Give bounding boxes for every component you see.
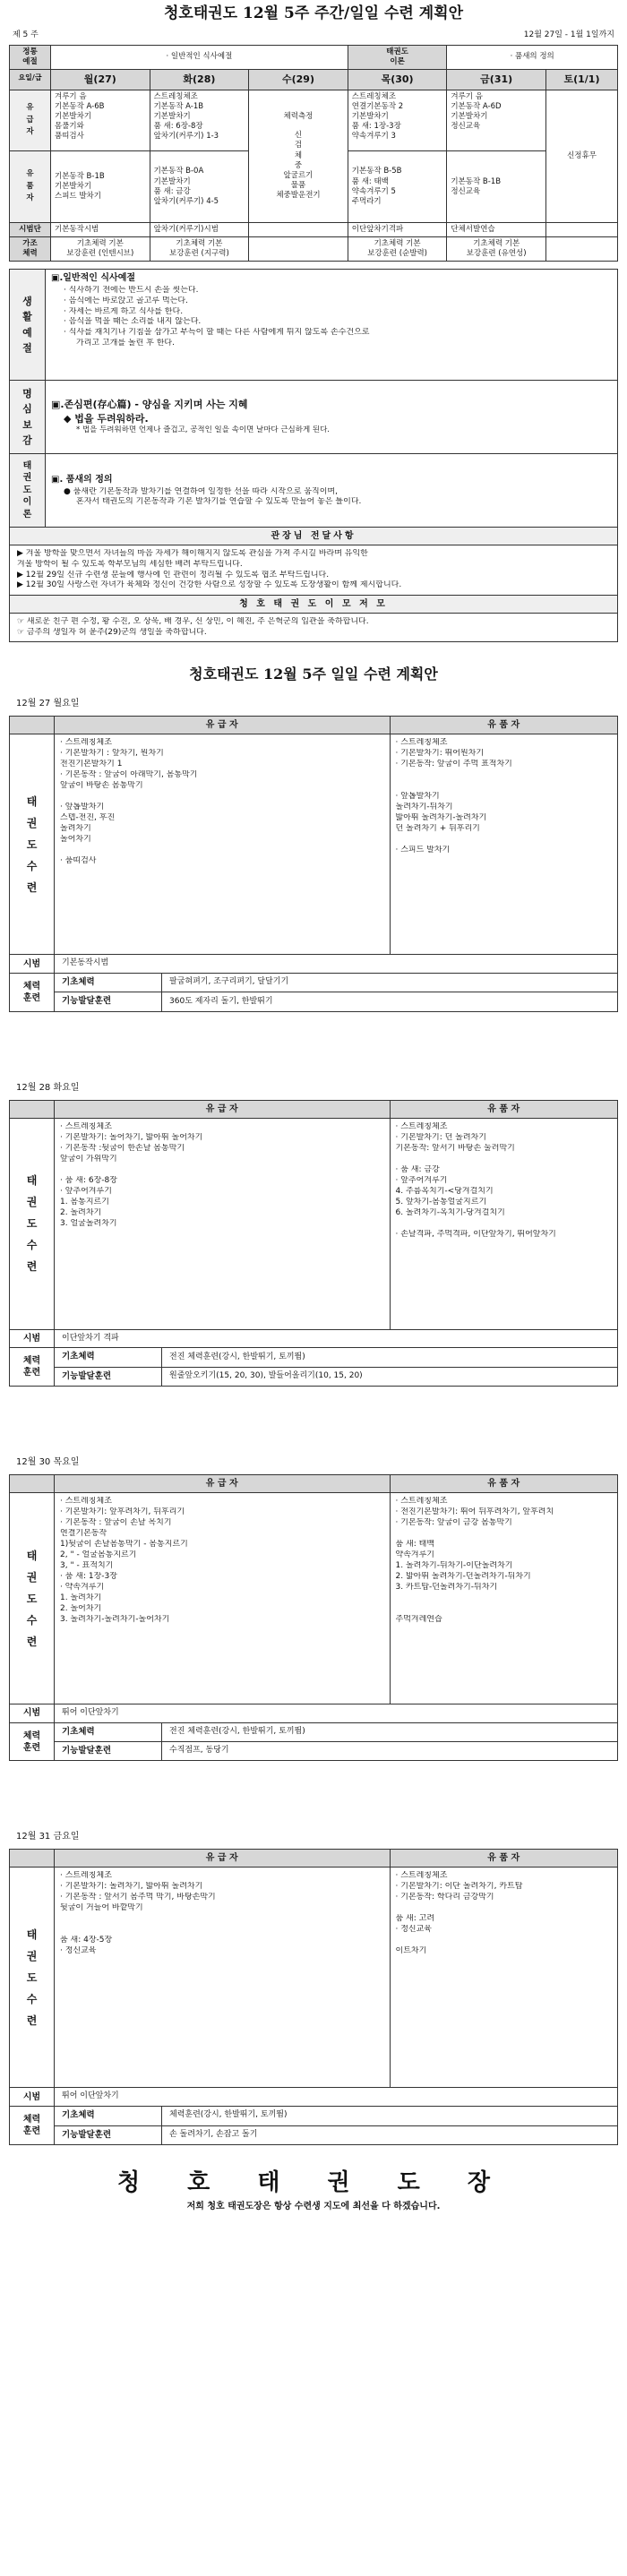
yugeup-thu: 스트레칭체조 연결기본동작 2 기본발차기 품 새: 1장-3장 약속겨루기 3: [348, 90, 447, 151]
yudan-plan: · 스트레칭체조 · 전진기본발차기: 뛰어 뒤후려차기, 앞후려치 · 기본동작: 앞굽이 금강 몸통막기 품 새: 태백 약속겨루기 1. 돌려차기-뒤차기-이단돌려차기 2. 밟아뛰 돌려차기-던돌려차기-뒤차기 3. 카트탑-던돌려차기-뒤차기 주먹겨레연습: [390, 1493, 618, 1704]
manner-label: 정통 예절: [10, 45, 51, 69]
fitness-label: 체력 훈련: [10, 974, 55, 1012]
yugeup-plan: · 스트레칭체조 · 기본발차기: 돌어차기, 밟아뛰 돌어차기 · 기본동작 :뒷굽이 한손날 몸통막기 앞굽이 가위막기 · 품 새: 6장-8장 · 앞추어겨루기 1. 몸통지르기 2. 돌려차기 3. 얼굴돌려차기: [55, 1118, 391, 1329]
yugeup-label: 유 급 자: [10, 90, 51, 151]
daily-date-mon: 12월 27 월요일: [16, 699, 80, 709]
level-yugeup: 유 급 자: [55, 717, 391, 734]
yugeup-plan: · 스트레칭체조 · 기본발차기: 앞후려차기, 뒤후리기 · 기본동작 : 앞굽이 손날 목치기 연결기본동작 1)뒷굽이 손날몸통막기 - 몸통지르기 2, " - 얼굴몸통지르기 3, " - 표적치기 · 품 새: 1장-3장 · 약속겨루기 1. 돌려차기 2. 돌어차기 3. 돌려차기-돌려차기-돌어차기: [55, 1493, 391, 1704]
fitness-b-value: 360도 제자리 돌기, 한발뛰기: [162, 992, 618, 1011]
yudan-label: 유 품 자: [10, 151, 51, 223]
daily-plan-mon: [9, 716, 618, 1011]
yugeup-plan: · 스트레칭체조 · 기본발차기 : 앞차기, 원차기 전진기본발차기 1 · 기본동작 : 앞굽이 아래막기, 몸통막기 앞굽이 바탕손 몸통막기 · 앞톱발차기 스텝-전진, 후진 돌려차기 돌어차기 · 품띠검사: [55, 734, 391, 955]
news: ☞ 새로운 친구 편 수정, 황 수진, 오 상욱, 배 경우, 신 상민, 이 혜진, 주 은혁군의 입관을 축하합니다. ☞ 금주의 생일자 허 윤주(29)군의 생일을 축하합니다.: [9, 614, 618, 642]
siyeon-value: 기본동작시범: [55, 955, 618, 974]
date-range: 12월 27일 - 1월 1일까지: [523, 30, 614, 39]
siyeon-wed: [249, 223, 348, 237]
daily-date-tue: 12월 28 화요일: [16, 1082, 80, 1093]
training-label: 태 권 도 수 련: [10, 1868, 55, 2088]
siyeon-sat: [545, 223, 617, 237]
week-info: [9, 30, 618, 45]
training-label: 태 권 도 수 련: [10, 1493, 55, 1704]
fitness-a-label: 기초체력: [55, 2107, 162, 2125]
siyeon-fri: 단체서발연습: [447, 223, 546, 237]
fitness-b-label: 기능발달훈련: [55, 1742, 162, 1761]
gyeoru-sat: [545, 237, 617, 262]
wed-merged: 체력측정 신 검 체 중 앞굴르기 물품 체중발운전기: [249, 90, 348, 223]
fitness-a-value: 팔굽혀펴기, 조구리펴기, 달달기기: [162, 974, 618, 992]
manner-value: · 일반적인 식사예절: [51, 45, 348, 69]
fitness-a-label: 기초체력: [55, 1348, 162, 1367]
fitness-b-label: 기능발달훈련: [55, 1367, 162, 1386]
siyeon-label: 시범: [10, 955, 55, 974]
yugeup-tue: 스트레칭체조 기본동작 A-1B 기본발차기 품 새: 6장-8장 앞차기(커루기) 1-3: [150, 90, 249, 151]
yugeup-mon: 겨루기 음 기본동작 A-6B 기본발차기 몸풀기와 품띠검사: [51, 90, 150, 151]
siyeon-value: 뛰어 이단앞차기: [55, 2088, 618, 2107]
fitness-b-value: 원줄앞오키기(15, 20, 30), 발들어올리기(10, 15, 20): [162, 1367, 618, 1386]
daily-plan-title: 청호태권도 12월 5주 일일 수련 계획안: [189, 665, 438, 683]
fitness-b-label: 기능발달훈련: [55, 992, 162, 1011]
day-mon: 월(27): [51, 69, 150, 90]
day-thu: 목(30): [348, 69, 447, 90]
footer-title: 청 호 태 권 도 장: [117, 2168, 510, 2196]
yudan-plan: · 스트레칭체조 · 기본발차기: 던 돌려차기 기본동작: 앞서기 바탕손 눌러막기 · 품 새: 금강 · 앞추어겨루기 4. 주름옥치기-<당겨걸치기 5. 앞차기-몸통얼굴지르기 6. 돌려차기-옥치기-당겨걸치기 · 손날격파, 주먹격파, 이단앞차기, 뛰어앞차기: [390, 1118, 618, 1329]
siyeon-label: 시범: [10, 2088, 55, 2107]
training-label: 태 권 도 수 련: [10, 1118, 55, 1329]
level-yugeup: 유 급 자: [55, 1475, 391, 1493]
siyeon-mon: 기본동작시범: [51, 223, 150, 237]
level-yudan: 유 품 자: [390, 1850, 618, 1868]
yugeup-fri: 겨루기 음 기본동작 A-6D 기본발차기 정신교육: [447, 90, 546, 151]
fitness-a-value: 전진 체력훈련(강시, 한발뛰기, 토끼뜀): [162, 1348, 618, 1367]
yugeup-plan: · 스트레칭체조 · 기본발차기: 돌려차기, 밟아뛰 돌려차기 · 기본동작 : 앞서기 몸주먹 막기, 바탕손막기 뒷굽이 거들어 바깥막기 품 새: 4장-5장 · 정신교육: [55, 1868, 391, 2088]
yudan-fri: 기본동작 B-1B 정신교육: [447, 151, 546, 223]
taekwon-theory-label: 태권도 이론: [348, 45, 447, 69]
fitness-b-value: 수직점프, 동당기: [162, 1742, 618, 1761]
fitness-label: 체력 훈련: [10, 1722, 55, 1761]
day-fri: 금(31): [447, 69, 546, 90]
level-yudan: 유 품 자: [390, 1100, 618, 1118]
gyeoru-tue: 기초체력 기본 보강훈련 (지구력): [150, 237, 249, 262]
fitness-a-value: 체력훈련(강시, 한발뛰기, 토끼뜀): [162, 2107, 618, 2125]
yudan-plan: · 스트레칭체조 · 기본발차기: 뛰어원차기 · 기본동작: 앞굽이 주먹 표적차기 · 앞톱발차기 돌려차기-뒤차기 밟아뛰 돌려차기-돌려차기 던 돌려차기 + 뒤후리기 · 스피드 발차기: [390, 734, 618, 955]
day-sat: 토(1/1): [545, 69, 617, 90]
sat-merged: 신정휴무: [545, 90, 617, 223]
siyeon-thu: 이단앞차기격파: [348, 223, 447, 237]
daily-plan-fri: [9, 1849, 618, 2144]
week-label: 제 5 주: [13, 30, 39, 39]
level-yugeup: 유 급 자: [55, 1100, 391, 1118]
gyeoru-fri: 기초체력 기본 보강훈련 (유연성): [447, 237, 546, 262]
theory-label: 태 권 도 이 론: [10, 454, 46, 528]
siyeon-label: 시범단: [10, 223, 51, 237]
fitness-label: 체력 훈련: [10, 1348, 55, 1387]
education-table: [9, 269, 618, 528]
level-yudan: 유 품 자: [390, 717, 618, 734]
fitness-a-value: 전진 체력훈련(강시, 한발뛰기, 토끼뜀): [162, 1722, 618, 1741]
page-title: 청호태권도 12월 5주 주간/일일 수련 계획안: [163, 4, 464, 22]
yudan-thu: 기본동작 B-5B 품 새: 태백 약속겨루기 5 주먹라기: [348, 151, 447, 223]
level-yugeup: 유 급 자: [55, 1850, 391, 1868]
theory-content: ▣. 품새의 정의 ● 품새란 기본동작과 발차기를 연결하여 일정한 선을 따라 시작으로 움직이며, 혼자서 태권도의 기본동작과 기본 발차기를 연습할 수 있도록 만들어 놓은 틀이다.: [46, 454, 618, 528]
gyeoru-label: 가조 체력: [10, 237, 51, 262]
fitness-a-label: 기초체력: [55, 1722, 162, 1741]
taekwon-theory-value: · 품새의 정의: [447, 45, 618, 69]
fitness-a-label: 기초체력: [55, 974, 162, 992]
yudan-tue: 기본동작 B-0A 기본발차기 품 새: 금강 앞차기(커루기) 4-5: [150, 151, 249, 223]
director-notice-banner: 관장님 전달사항: [9, 528, 618, 545]
manners-content: ▣.일반적인 식사예절 · 식사하기 전에는 반드시 손을 씻는다. · 음식에는 바로앉고 골고루 먹는다. · 자세는 바르게 하고 식사를 한다. · 음식을 먹을 때는 소리를 내지 않는다. · 식사를 재치기나 기침을 삼가고 부득이 할 때는 다른 사람에게 튀지 않도록 손수건으로 가리고 고개를 돌린 후 한다.: [46, 270, 618, 381]
siyeon-label: 시범: [10, 1329, 55, 1348]
daily-date-thu: 12월 30 목요일: [16, 1457, 80, 1468]
daily-plan-tue: [9, 1100, 618, 1387]
gyeoru-wed: [249, 237, 348, 262]
siyeon-tue: 앞차기(커루기)시범: [150, 223, 249, 237]
news-banner: 청 호 태 권 도 이 모 저 모: [9, 596, 618, 614]
yudan-plan: · 스트레칭체조 · 기본발차기: 이단 돌려차기, 카트탑 · 기본동작: 학다리 금강막기 품 새: 고려 · 정신교육 이트차기: [390, 1868, 618, 2088]
mind-content: ▣.존심편(存心篇) - 양심을 지키며 사는 지혜 ◆ 법을 두려워하라. * 법을 두려워하면 언제나 즐겁고, 공적인 일을 속이면 날마다 근심하게 된다.: [46, 381, 618, 454]
siyeon-value: 이단앞차기 격파: [55, 1329, 618, 1348]
daily-plan-thu: [9, 1474, 618, 1761]
gyeoru-thu: 기초체력 기본 보강훈련 (순발력): [348, 237, 447, 262]
fitness-b-label: 기능발달훈련: [55, 2125, 162, 2144]
mind-label: 명 심 보 감: [10, 381, 46, 454]
weekday-corner: 요일/급: [10, 69, 51, 90]
manners-label: 생 활 예 절: [10, 270, 46, 381]
level-yudan: 유 품 자: [390, 1475, 618, 1493]
weekly-plan-table: [9, 45, 618, 262]
daily-date-fri: 12월 31 금요일: [16, 1832, 80, 1842]
footer-subtitle: 저희 청호 태권도장은 항상 수련생 지도에 최선을 다 하겠습니다.: [186, 2201, 441, 2211]
siyeon-label: 시범: [10, 1704, 55, 1723]
gyeoru-mon: 기초체력 기본 보강훈련 (인텐시브): [51, 237, 150, 262]
director-notice: ▶ 겨울 방학을 맞으면서 자녀들의 마음 자세가 해이해지지 않도록 관심을 가져 주시길 바라며 유익한 겨울 방학이 될 수 있도록 학부모님의 세심한 배려 부탁드립니다. ▶ 12월 29일 신규 수련생 분들에 행사에 인 관련이 정리될 수 있도록 협조 부탁드립니다. ▶ 12월 30일 사랑스런 자녀가 육체와 정신이 건강한 사람으로 성장할 수 있도록 도장생활이 함께 제시합니다.: [9, 545, 618, 596]
training-label: 태 권 도 수 련: [10, 734, 55, 955]
fitness-b-value: 손 돌려차기, 손잡고 돌기: [162, 2125, 618, 2144]
day-tue: 화(28): [150, 69, 249, 90]
siyeon-value: 뛰어 이단앞차기: [55, 1704, 618, 1723]
yudan-mon: 기본동작 B-1B 기본발차기 스피드 발차기: [51, 151, 150, 223]
fitness-label: 체력 훈련: [10, 2107, 55, 2145]
day-wed: 수(29): [249, 69, 348, 90]
